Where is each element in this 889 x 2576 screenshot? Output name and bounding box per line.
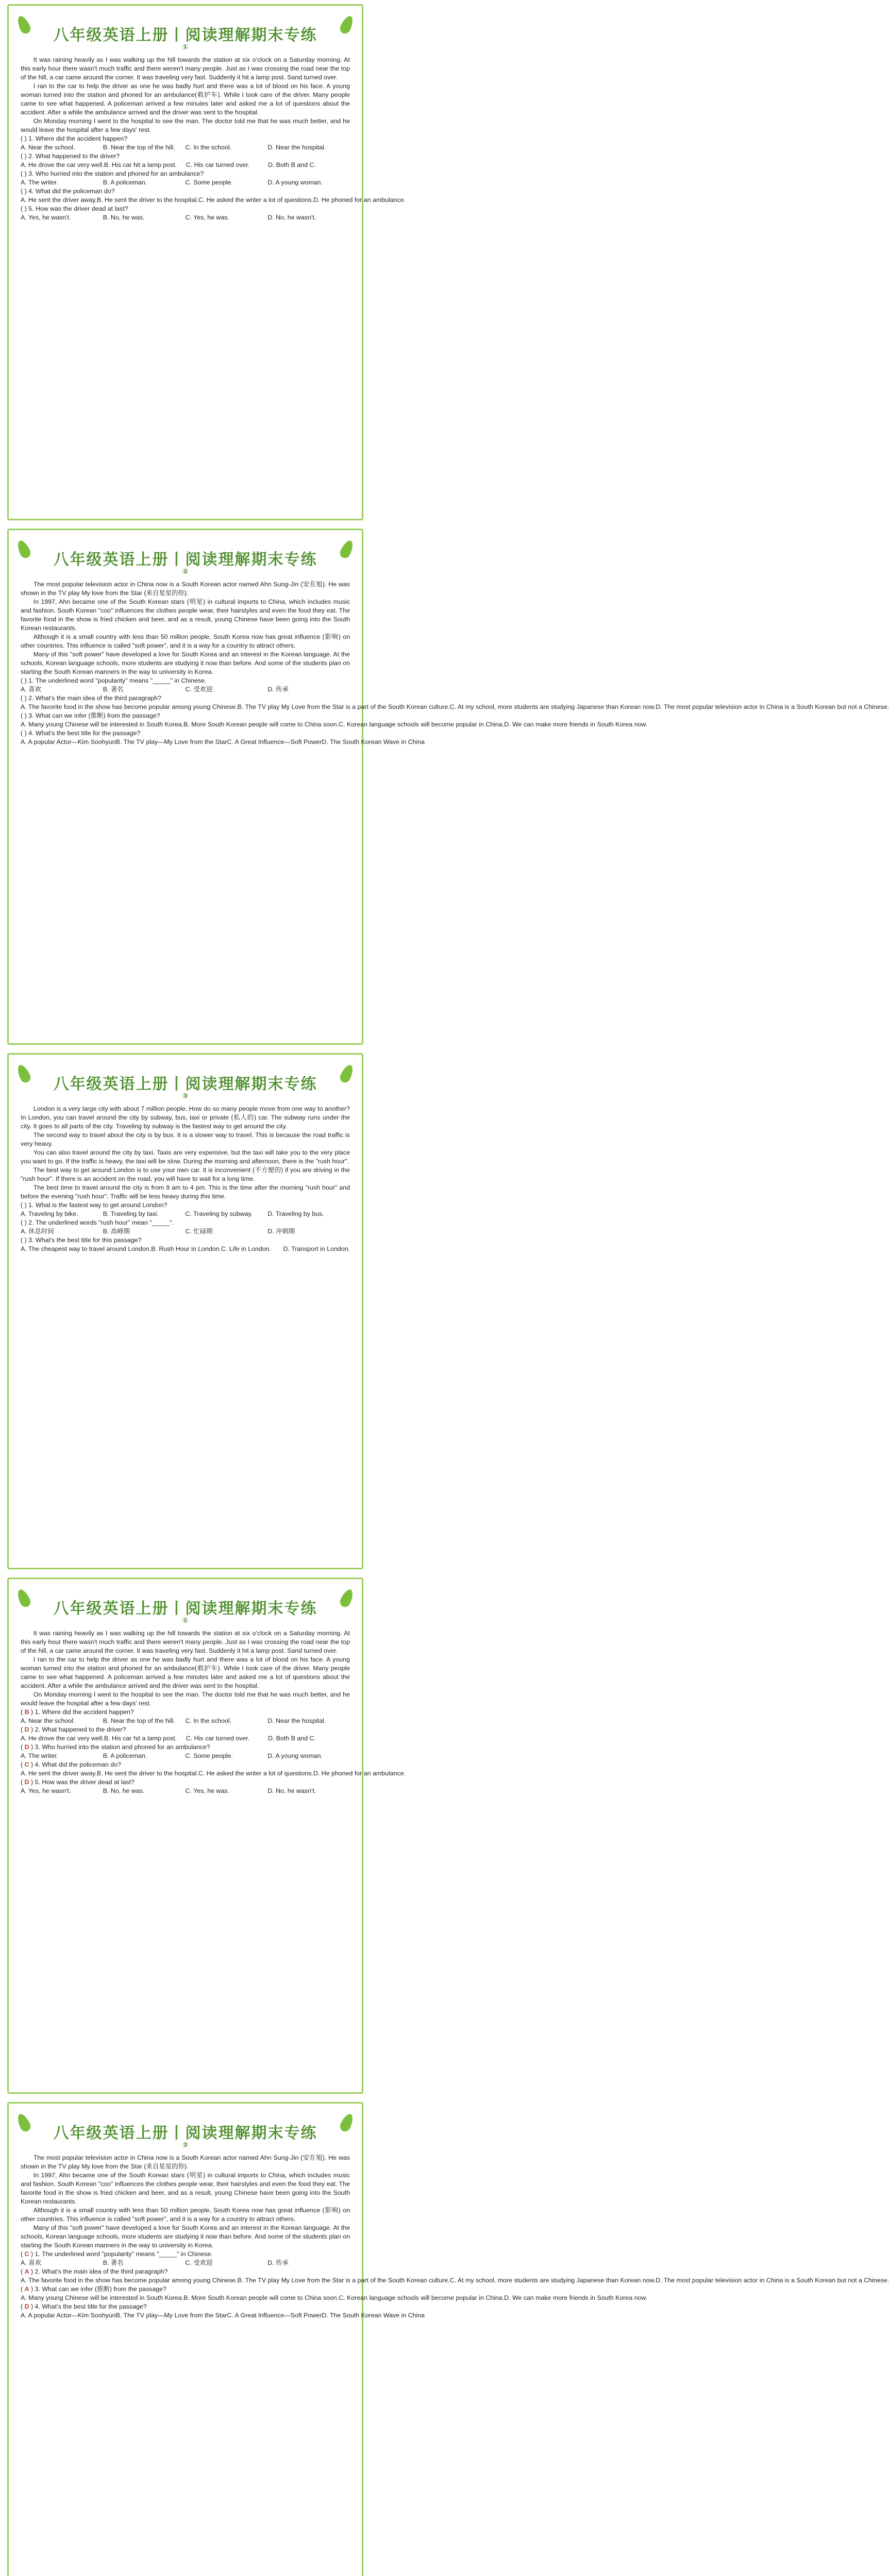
question-stem: ( ) 1. What is the fastest way to get around London? — [21, 1201, 167, 1209]
answer-option: D. Near the hospital. — [267, 1717, 326, 1724]
page-title: 八年级英语上册丨阅读理解期末专练 — [53, 2124, 317, 2142]
answer-option: A. Near the school. — [21, 1717, 75, 1724]
answer-option: A. He drove the car very well. — [21, 1735, 104, 1742]
question-stem: ( B ) 1. Where did the accident happen? — [21, 1708, 134, 1716]
answer-option: B. 著名 — [103, 2259, 124, 2266]
page-title: 八年级英语上册丨阅读理解期末专练 — [53, 26, 317, 44]
answer-option: D. Transport in London. — [283, 1245, 350, 1252]
worksheet-page — [0, 1573, 406, 2098]
question-options — [21, 178, 350, 187]
answer-option: A. The favorite food in the show has become popular among young Chinese. — [21, 703, 238, 710]
question-stem: ( D ) 5. How was the driver dead at last? — [21, 1778, 135, 1786]
answer-option: C. A Great Influence—Soft Power — [227, 738, 322, 745]
passage-paragraph: On Monday morning I went to the hospital to see the man. The doctor told me that he was much better, and he would leave the hospital after a few days' rest. — [21, 117, 350, 133]
answer-option: D. Both B and C. — [267, 161, 316, 168]
answer-mark: A — [24, 2285, 29, 2293]
answer-option: D. We can make more friends in South Korea now. — [504, 721, 648, 728]
answer-option: A. The favorite food in the show has become popular among young Chinese. — [21, 2277, 238, 2284]
answer-option: D. 冲刺期 — [267, 1228, 295, 1235]
answer-mark: D — [24, 1726, 29, 1733]
question-stem: ( C ) 1. The underlined word "popularity" means "_____" in Chinese. — [21, 2250, 213, 2258]
answer-mark: B — [24, 1708, 29, 1716]
answer-mark: C — [24, 2250, 29, 2258]
passage-content — [21, 1629, 406, 2090]
question-stem: ( D ) 3. Who hurried into the station and phoned for an ambulance? — [21, 1743, 210, 1751]
question-options — [21, 1717, 350, 1725]
passage-paragraph: The best way to get around London is to use your own car. It is inconvenient (不方便的) if you are driving in the "rush hour". If there is an accident on the road, you will have to wait for a long time. — [21, 1166, 350, 1182]
answer-option: B. More South Korean people will come to China soon. — [183, 721, 339, 728]
answer-option: C. His car turned over. — [186, 1735, 250, 1742]
answer-option: A. A popular Actor—Kim Soohyun — [21, 738, 116, 745]
answer-option: D. Traveling by bus. — [267, 1210, 324, 1217]
answer-option: D. He phoned for an ambulance. — [313, 196, 406, 204]
page-title: 八年级英语上册丨阅读理解期末专练 — [53, 1600, 317, 1618]
passage-paragraph: You can also travel around the city by taxi. Taxis are very expensive, but the taxi will take you to the very place you want to go. If the traffic is heavy, the taxi will be slow. During the morning and afternoon, there is the "rush hour". — [21, 1149, 350, 1165]
question-stem: ( ) 2. What's the main idea of the third paragraph? — [21, 694, 162, 702]
question-options — [21, 1752, 350, 1760]
answer-option: B. The TV play My Love from the Star is a part of the South Korean culture. — [237, 2277, 450, 2284]
page-title: 八年级英语上册丨阅读理解期末专练 — [53, 1075, 317, 1093]
answer-option: B. His car hit a lamp post. — [104, 161, 177, 168]
answer-option: C. His car turned over. — [186, 161, 250, 168]
question-stem: ( ) 2. What happened to the driver? — [21, 152, 120, 160]
answer-option: A. The writer. — [21, 1752, 58, 1759]
answer-option: B. He sent the driver to the hospital. — [96, 1770, 198, 1777]
question-stem: ( ) 1. Where did the accident happen? — [21, 135, 128, 142]
answer-option: D. A young woman. — [267, 1752, 323, 1759]
answer-option: B. A policeman. — [103, 179, 147, 186]
answer-option: A. Near the school. — [21, 144, 75, 151]
question-stem: ( ) 3. Who hurried into the station and phoned for an ambulance? — [21, 170, 204, 177]
answer-option: C. He asked the writer a lot of questions. — [198, 1770, 313, 1777]
answer-option: D. 传承 — [267, 2259, 289, 2266]
answer-option: B. The TV play—My Love from the Star — [115, 738, 227, 745]
question-options — [21, 703, 889, 711]
answer-option: C. In the school. — [185, 1717, 232, 1724]
answer-option: C. 受欢迎 — [185, 686, 213, 693]
answer-option: D. He phoned for an ambulance. — [313, 1770, 406, 1777]
answer-option: C. Korean language schools will become popular in China. — [339, 721, 505, 728]
answer-option: D. The most popular television actor in China is a South Korean but not a Chinese. — [656, 2277, 889, 2284]
question-options — [21, 1787, 350, 1795]
passage-content — [21, 56, 406, 516]
passage-content — [21, 2154, 889, 2576]
passage-content — [21, 580, 889, 1041]
passage-paragraph: London is a very large city with about 7 million people. How do so many people move from one way to another? In London, you can travel around the city by subway, bus, taxi or private (私人的) car. The subway runs under the city. It goes to all parts of the city. Traveling by subway is the fastest way to get around the city. — [21, 1105, 350, 1130]
question-options — [21, 1245, 350, 1253]
answer-option: A. He drove the car very well. — [21, 161, 104, 168]
answer-option: B. No, he was. — [103, 214, 145, 221]
answer-option: D. No, he wasn't. — [267, 1787, 316, 1794]
worksheet-page — [0, 1049, 371, 1573]
question-stem: ( ) 5. How was the driver dead at last? — [21, 205, 128, 212]
question-stem: ( ) 4. What's the best title for the passage? — [21, 730, 141, 737]
answer-mark: D — [24, 1743, 29, 1751]
question-options — [21, 1227, 350, 1236]
question-options — [21, 213, 350, 222]
question-options — [21, 1769, 406, 1778]
answer-option: D. The South Korean Wave in China — [322, 2312, 425, 2319]
answer-option: B. The TV play—My Love from the Star — [115, 2312, 227, 2319]
passage-paragraph: It was raining heavily as I was walking up the hill towards the station at six o'clock on a Saturday morning. At this early hour there wasn't much traffic and there weren't many people. Just as I was crossing the road near the top of the hill, a car came around the corner. It was traveling very fast. Suddenly it hit a lamp post. Sand turned over. — [21, 56, 350, 81]
answer-mark: A — [24, 2268, 29, 2275]
answer-option: B. A policeman. — [103, 1752, 147, 1759]
answer-option: A. Many young Chinese will be interested in South Korea. — [21, 721, 184, 728]
passage-paragraph: In 1997, Ahn became one of the South Korean stars (明星) in cultural imports to China, which includes music and fashion. South Korean "coo" influences the clothes people wear, their hairstyles and even the food they eat. The favorite food in the show is fried chicken and beer, and as a result, young Chinese have been going into the South Korean restaurants. — [21, 2172, 350, 2205]
answer-option: B. 高峰期 — [103, 1228, 130, 1235]
unit-number: ② — [182, 2141, 189, 2149]
question-options — [21, 2259, 350, 2267]
passage-paragraph: Many of this "soft power" have developed a love for South Korea and an interest in the Korean language. At the schools, Korean language schools, more students are studying it now than before. And some of the students plan on starting the South Korean manners in the way to university in Korea. — [21, 651, 350, 675]
answer-option: D. The most popular television actor in China is a South Korean but not a Chinese. — [656, 703, 889, 710]
question-stem: ( C ) 4. What did the policeman do? — [21, 1761, 121, 1768]
answer-option: B. No, he was. — [103, 1787, 145, 1794]
answer-option: D. Both B and C. — [267, 1735, 316, 1742]
answer-option: C. Korean language schools will become popular in China. — [339, 2294, 505, 2301]
answer-option: D. Near the hospital. — [267, 144, 326, 151]
answer-option: D. A young woman. — [267, 179, 323, 186]
question-stem: ( A ) 3. What can we infer (推断) from the passage? — [21, 2285, 167, 2293]
question-options — [21, 161, 350, 170]
answer-option: C. At my school, more students are studying Japanese than Korean now. — [449, 2277, 656, 2284]
question-options — [21, 143, 350, 152]
answer-option: B. His car hit a lamp post. — [104, 1735, 177, 1742]
question-stem: ( ) 3. What can we infer (推断) from the passage? — [21, 712, 160, 719]
answer-option: A. Yes, he wasn't. — [21, 214, 71, 221]
question-stem: ( D ) 4. What's the best title for the passage? — [21, 2303, 147, 2310]
page-title: 八年级英语上册丨阅读理解期末专练 — [53, 551, 317, 569]
answer-option: A. 喜欢 — [21, 686, 41, 693]
answer-option: C. At my school, more students are studying Japanese than Korean now. — [449, 703, 656, 710]
question-options — [21, 738, 425, 747]
question-stem: ( ) 1. The underlined word "popularity" means "_____" in Chinese. — [21, 677, 207, 684]
answer-option: B. Near the top of the hill. — [103, 1717, 175, 1724]
unit-number: ① — [182, 43, 189, 52]
worksheet-page — [0, 2098, 889, 2576]
question-options — [21, 196, 406, 205]
passage-paragraph: The most popular television actor in China now is a South Korean actor named Ahn Sung-Jin (安在旭). He was shown in the TV play My love from the Star (来自星星的你). — [21, 581, 350, 597]
answer-option: B. Near the top of the hill. — [103, 144, 175, 151]
answer-option: A. He sent the driver away. — [21, 196, 97, 204]
passage-paragraph: On Monday morning I went to the hospital to see the man. The doctor told me that he was much better, and he would leave the hospital after a few days' rest. — [21, 1691, 350, 1707]
passage-paragraph: Although it is a small country with less than 50 million people, South Korea now has great influence (影响) on other countries. This influence is called "soft power", and it is a way for a country to attract others. — [21, 2207, 350, 2223]
answer-option: A. The writer. — [21, 179, 58, 186]
passage-paragraph: Many of this "soft power" have developed a love for South Korea and an interest in the Korean language. At the schools, Korean language schools, more students are studying it now than before. And some of the students plan on starting the South Korean manners in the way to university in Korea. — [21, 2224, 350, 2249]
answer-option: D. We can make more friends in South Korea now. — [504, 2294, 648, 2301]
unit-number: ③ — [182, 1092, 189, 1100]
answer-option: C. Traveling by subway. — [185, 1210, 253, 1217]
answer-option: B. Traveling by taxi. — [103, 1210, 159, 1217]
passage-paragraph: The second way to travel about the city is by bus. It is a slower way to travel. This is because the road traffic is very heavy. — [21, 1131, 350, 1147]
answer-option: B. The TV play My Love from the Star is a part of the South Korean culture. — [237, 703, 450, 710]
answer-option: B. 著名 — [103, 686, 124, 693]
passage-paragraph: It was raining heavily as I was walking up the hill towards the station at six o'clock on a Saturday morning. At this early hour there wasn't much traffic and there weren't many people. Just as I was crossing the road near the top of the hill, a car came around the corner. It was traveling very fast. Suddenly it hit a lamp post. Sand turned over. — [21, 1630, 350, 1654]
answer-option: A. He sent the driver away. — [21, 1770, 97, 1777]
answer-option: B. More South Korean people will come to China soon. — [183, 2294, 339, 2301]
answer-option: A. 休息时间 — [21, 1228, 54, 1235]
question-options — [21, 1210, 350, 1218]
unit-number: ① — [182, 1617, 189, 1625]
answer-mark: D — [24, 2303, 29, 2310]
worksheet-page — [0, 0, 406, 524]
passage-paragraph: In 1997, Ahn became one of the South Korean stars (明星) in cultural imports to China, which includes music and fashion. South Korean "coo" influences the clothes people wear, their hairstyles and even the food they eat. The favorite food in the show is fried chicken and beer, and as a result, young Chinese have been going into the South Korean restaurants. — [21, 598, 350, 632]
answer-option: C. Yes, he was. — [185, 1787, 229, 1794]
answer-option: D. 传承 — [267, 686, 289, 693]
answer-mark: C — [24, 1761, 29, 1768]
question-options — [21, 2294, 648, 2302]
answer-option: D. The South Korean Wave in China — [322, 738, 425, 745]
passage-paragraph: I ran to the car to help the driver as one he was badly hurt and there was a lot of blood on his face. A young woman turned into the station and phoned for an ambulance(救护车). While I took care of the driver. Many people came to see what happened. A policeman arrived a few minutes later and asked me a lot of questions about the accident. After a while the ambulance arrived and the driver was sent to the hospital. — [21, 82, 350, 116]
answer-option: A. A popular Actor—Kim Soohyun — [21, 2312, 116, 2319]
answer-mark: D — [24, 1778, 29, 1786]
question-options — [21, 1734, 350, 1743]
answer-option: C. Yes, he was. — [185, 214, 229, 221]
answer-option: C. In the school. — [185, 144, 232, 151]
question-options — [21, 2276, 889, 2285]
passage-paragraph: Although it is a small country with less than 50 million people, South Korea now has great influence (影响) on other countries. This influence is called "soft power", and it is a way for a country to attract others. — [21, 633, 350, 649]
answer-option: A. The cheapest way to travel around London. — [21, 1245, 152, 1252]
question-stem: ( D ) 2. What happened to the driver? — [21, 1726, 126, 1733]
question-stem: ( ) 3. What's the best title for this passage? — [21, 1236, 142, 1244]
answer-option: C. 忙碌期 — [185, 1228, 213, 1235]
answer-option: B. He sent the driver to the hospital. — [96, 196, 198, 204]
passage-paragraph: The most popular television actor in China now is a South Korean actor named Ahn Sung-Jin (安在旭). He was shown in the TV play My love from the Star (来自星星的你). — [21, 2154, 350, 2170]
answer-option: A. Traveling by bike. — [21, 1210, 78, 1217]
passage-content — [21, 1105, 350, 1565]
answer-option: A. 喜欢 — [21, 2259, 41, 2266]
answer-option: B. Rush Hour in London. — [151, 1245, 221, 1252]
answer-option: C. Some people. — [185, 1752, 233, 1759]
question-options — [21, 2311, 425, 2320]
question-stem: ( A ) 2. What's the main idea of the third paragraph? — [21, 2268, 168, 2275]
answer-option: C. He asked the writer a lot of questions. — [198, 196, 313, 204]
passage-paragraph: I ran to the car to help the driver as one he was badly hurt and there was a lot of blood on his face. A young woman turned into the station and phoned for an ambulance(救护车). While I took care of the driver. Many people came to see what happened. A policeman arrived a few minutes later and asked me a lot of questions about the accident. After a while the ambulance arrived and the driver was sent to the hospital. — [21, 1656, 350, 1689]
answer-option: D. No, he wasn't. — [267, 214, 316, 221]
question-options — [21, 685, 350, 694]
question-stem: ( ) 4. What did the policeman do? — [21, 188, 115, 195]
question-options — [21, 720, 648, 729]
answer-option: C. Life in London. — [221, 1245, 272, 1252]
worksheet-page — [0, 524, 889, 1049]
unit-number: ② — [182, 568, 189, 576]
passage-paragraph: The best time to travel around the city is from 9 am to 4 pm. This is the time after the morning "rush hour" and before the evening "rush hour". Traffic will be less heavy during this time. — [21, 1184, 350, 1200]
answer-option: C. A Great Influence—Soft Power — [227, 2312, 322, 2319]
answer-option: A. Yes, he wasn't. — [21, 1787, 71, 1794]
answer-option: C. 受欢迎 — [185, 2259, 213, 2266]
question-stem: ( ) 2. The underlined words "rush hour" mean "_____". — [21, 1219, 174, 1226]
answer-option: C. Some people. — [185, 179, 233, 186]
answer-option: A. Many young Chinese will be interested in South Korea. — [21, 2294, 184, 2301]
